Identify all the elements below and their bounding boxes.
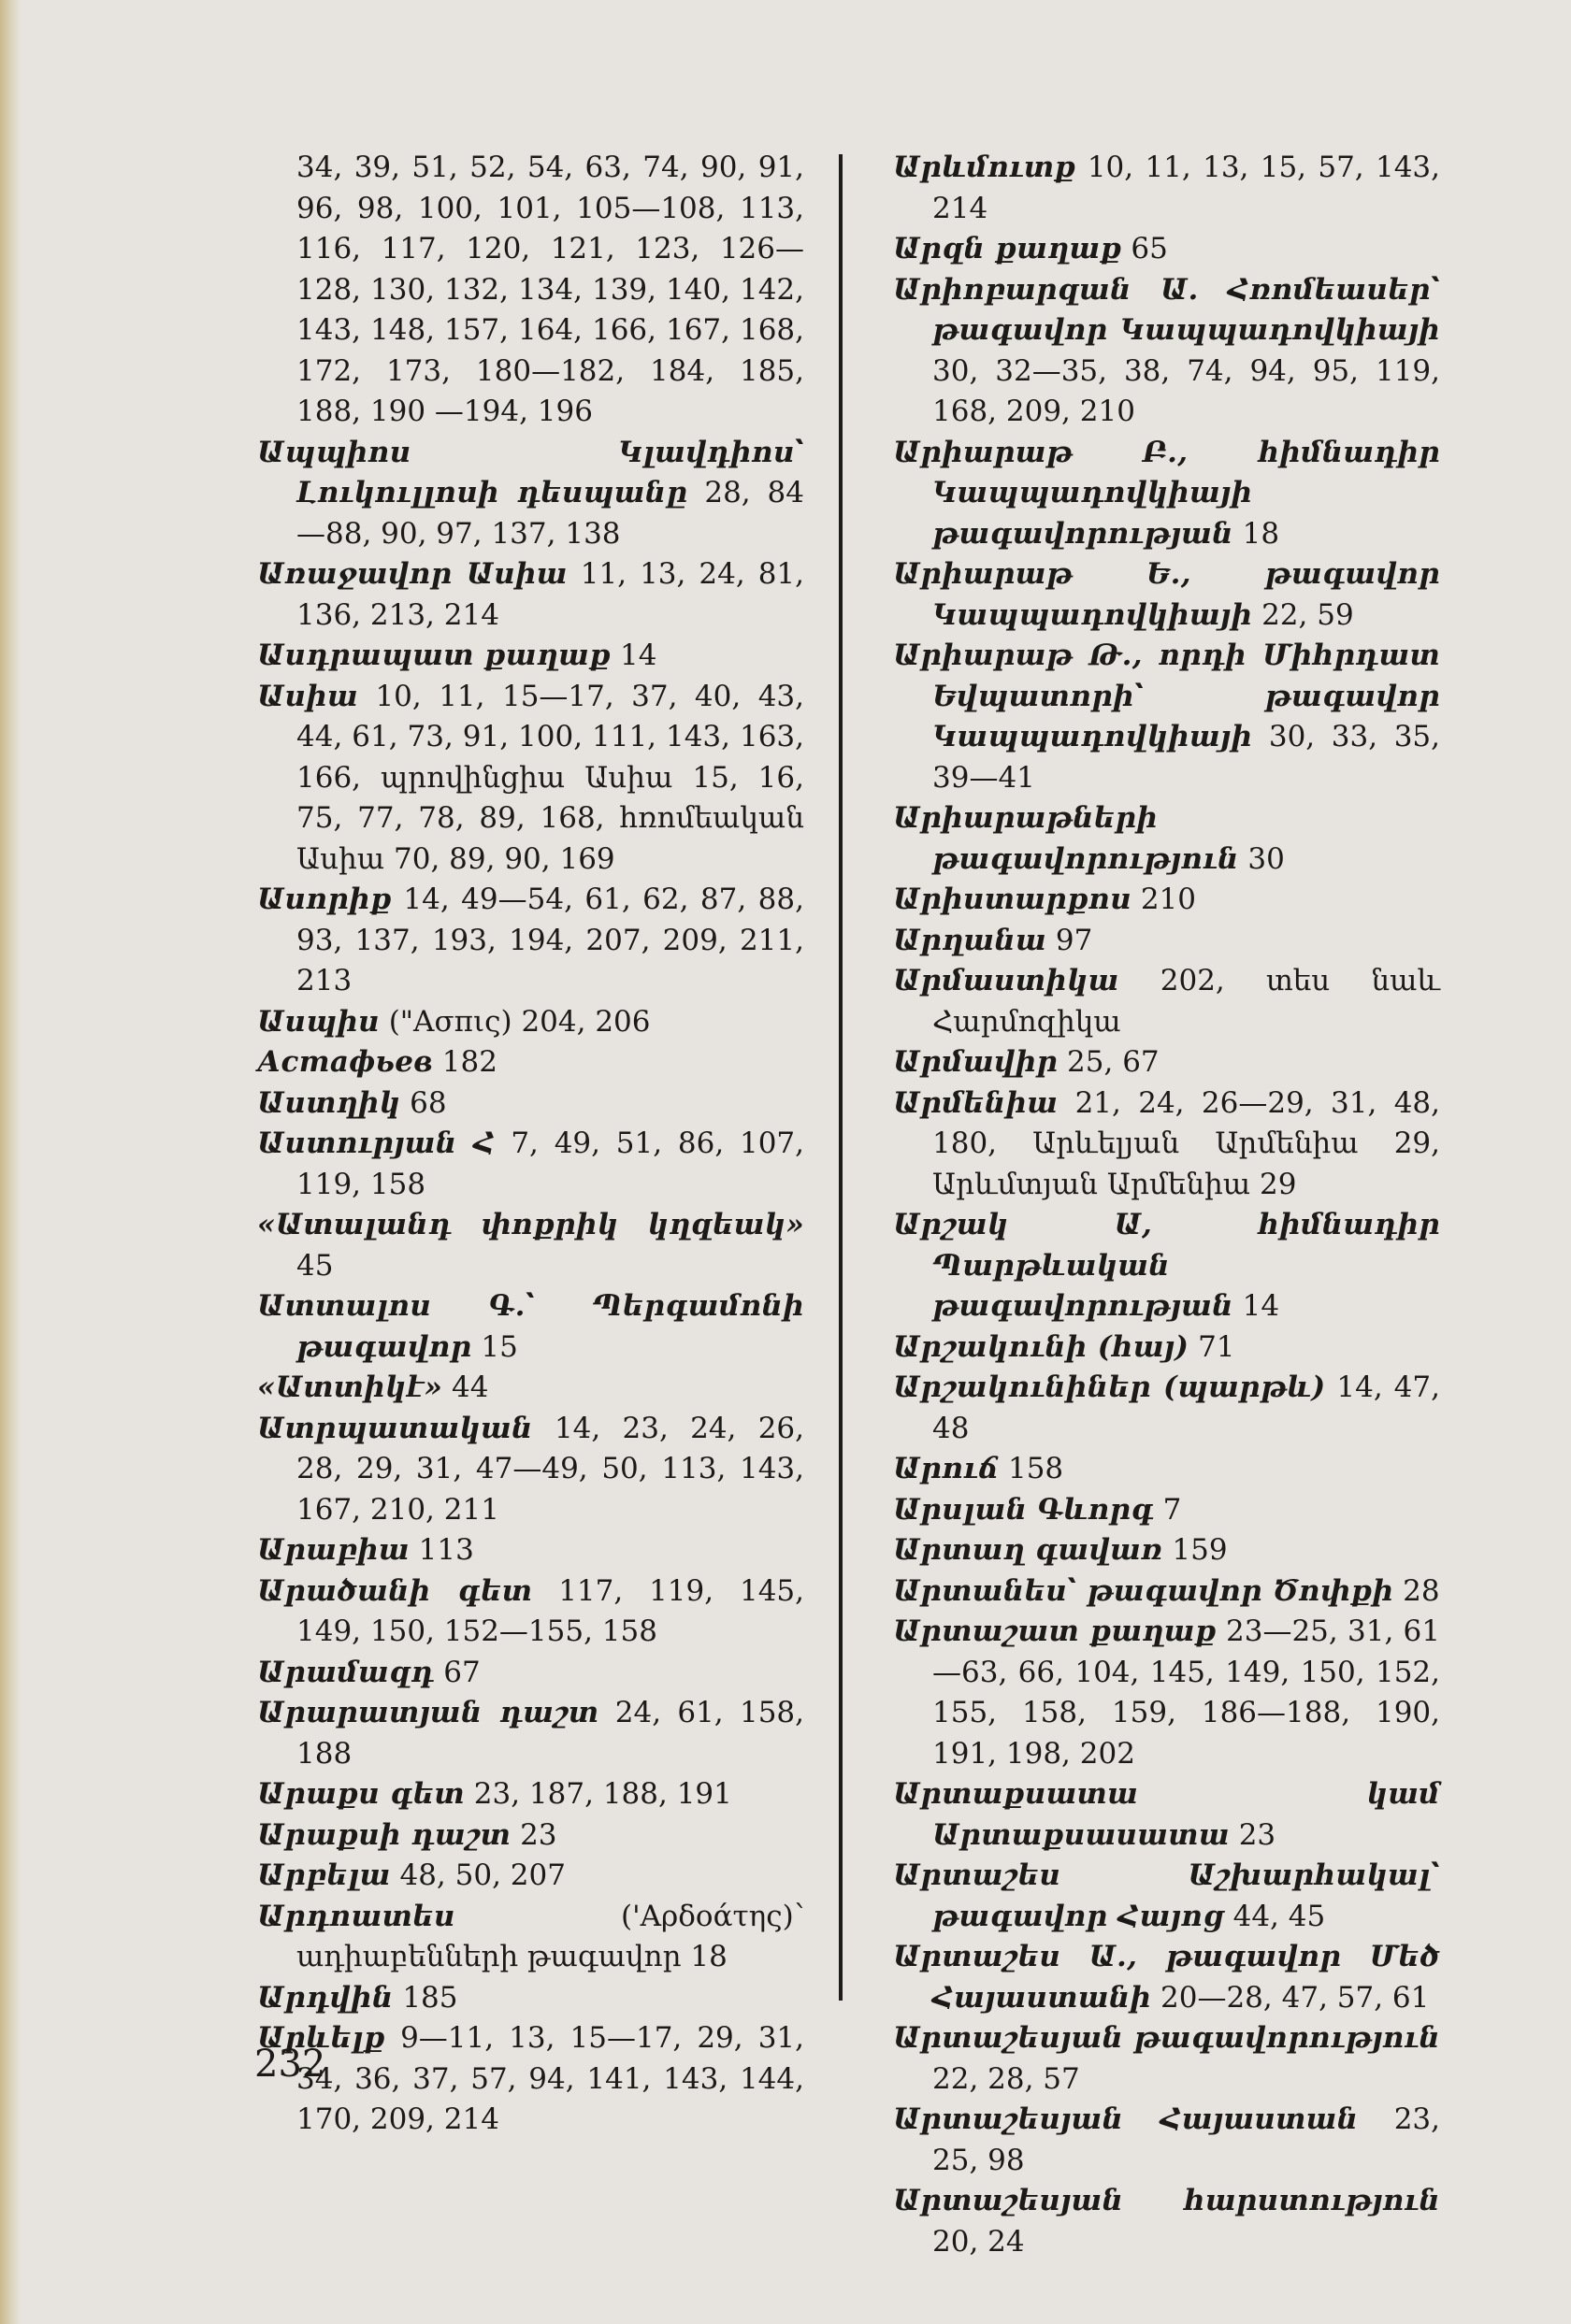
- index-entry-pages: 24, 61, 158, 188: [296, 1696, 804, 1771]
- index-entry-term: Արտաշես Աշխարհակալ՝ թագավոր Հայոց: [893, 1858, 1440, 1933]
- index-entry: [257, 1774, 804, 1815]
- index-entry-term: Աստուրյան Հ: [257, 1126, 496, 1160]
- index-entry-term: Ասորիք: [257, 882, 392, 916]
- index-entry: [893, 961, 1440, 1042]
- index-entry: [257, 1815, 804, 1857]
- index-entry-term: Արզն քաղաք: [893, 232, 1122, 265]
- index-entry-term: Արտաշես Ա., թագավոր Մեծ Հայաստանի: [893, 1940, 1440, 2015]
- index-entry-term: Արտաշեսյան Հայաստան: [893, 2102, 1359, 2136]
- column-divider: [839, 154, 843, 2001]
- index-entry: [257, 1653, 804, 1694]
- index-entry: [893, 1042, 1440, 1083]
- index-entry-term: Արևմուտք: [893, 151, 1076, 184]
- index-entry-pages: 23, 25, 98: [932, 2102, 1440, 2177]
- index-entry-term: Ատտալոս Գ.՝ Պերգամոնի թագավոր: [257, 1289, 804, 1364]
- index-entry: [257, 1002, 804, 1043]
- index-entry-pages: 14: [1242, 1289, 1280, 1323]
- index-entry-term: Արղանա: [893, 923, 1047, 957]
- index-entry: [893, 2018, 1440, 2100]
- index-entry-term: Արսլան Գևորգ: [893, 1492, 1154, 1527]
- index-entry: [257, 1897, 804, 1978]
- index-entry: [893, 798, 1440, 880]
- index-entry-pages: 68: [410, 1085, 447, 1120]
- index-entry-pages: 44, 45: [1232, 1899, 1326, 1933]
- index-entry-term: Արևելք: [257, 2021, 385, 2055]
- index-entry-term: Արմավիր: [893, 1045, 1059, 1079]
- index-entry-term: Արտաշեսյան հարստություն: [893, 2184, 1440, 2217]
- index-entry-term: Արդոատես: [257, 1899, 455, 1933]
- index-entry-pages: 45: [296, 1248, 334, 1283]
- index-entry-term: Արամազդ: [257, 1655, 435, 1689]
- index-entry-term: Արարատյան դաշտ: [257, 1696, 599, 1729]
- index-entry: [257, 1124, 804, 1205]
- page-edge: [0, 0, 21, 2324]
- index-entry-pages: 202, տես նաև Հարմոզիկա: [932, 964, 1440, 1039]
- index-entry-pages: 67: [443, 1655, 481, 1689]
- index-entry: [893, 270, 1440, 433]
- index-entry: [257, 677, 804, 881]
- index-entry: [893, 229, 1440, 270]
- index-entry: [893, 1937, 1440, 2018]
- index-entry: [257, 1409, 804, 1531]
- index-entry-pages: 28, 84—88, 90, 97, 137, 138: [296, 476, 804, 551]
- index-entry: [893, 1205, 1440, 1327]
- index-entry: [893, 921, 1440, 962]
- index-entry: [893, 1774, 1440, 1856]
- index-entry: [893, 1368, 1440, 1449]
- index-entry: [893, 1490, 1440, 1531]
- index-entry-term: Արիարաթ Ե., թագավոր Կապպադովկիայի: [893, 557, 1440, 632]
- index-entry-pages: 113: [418, 1533, 474, 1567]
- index-entry-term: Արշակունիներ (պարթև): [893, 1370, 1326, 1404]
- index-entry: [893, 1571, 1440, 1613]
- index-entry-pages: 7: [1162, 1492, 1182, 1527]
- index-entry: [257, 433, 804, 555]
- index-entry-pages: 14, 23, 24, 26, 28, 29, 31, 47—49, 50, 113, 143, 167, 210, 211: [296, 1411, 805, 1527]
- index-entry-pages: 182: [441, 1045, 497, 1079]
- index-entry-term: Արածանի գետ: [257, 1573, 533, 1608]
- index-entry-pages: 14, 49—54, 61, 62, 87, 88, 93, 137, 193, 194, 207, 209, 211, 213: [296, 882, 804, 997]
- index-entry: [257, 1978, 804, 2019]
- index-entry: [893, 1856, 1440, 1937]
- index-entry: [257, 636, 804, 677]
- index-entry-term: Արշակ Ա, հիմնադիր Պարթևական թագավորության: [893, 1208, 1440, 1323]
- index-entry-pages: 23, 187, 188, 191: [473, 1777, 732, 1811]
- index-column-left: [257, 148, 804, 2141]
- index-entry-term: Արիստարքոս: [893, 882, 1131, 916]
- index-entry-pages: 10, 11, 13, 15, 57, 143, 214: [932, 151, 1441, 225]
- index-entry-term: Ասիա: [257, 679, 358, 713]
- index-entry-pages: ("Ασπις) 204, 206: [388, 1004, 651, 1039]
- index-entry-pages: 14: [620, 638, 657, 672]
- index-entry: [893, 554, 1440, 636]
- index-entry-pages: 71: [1198, 1329, 1235, 1364]
- index-entry-pages: 210: [1140, 882, 1196, 916]
- index-entry-term: Արտաշեսյան թագավորություն: [893, 2021, 1440, 2055]
- index-entry-pages: 7, 49, 51, 86, 107, 119, 158: [296, 1126, 805, 1201]
- index-entry-pages: 23: [1238, 1817, 1276, 1852]
- index-entry-term: Արաբիա: [257, 1533, 410, 1567]
- index-entry-pages: 23—25, 31, 61—63, 66, 104, 145, 149, 150, 152, 155, 158, 159, 186—188, 190, 191, 198, 202: [932, 1614, 1440, 1771]
- index-entry-pages: 9—11, 13, 15—17, 29, 31, 34, 36, 37, 57, 94, 141, 143, 144, 170, 209, 214: [296, 2021, 804, 2136]
- index-entry-term: Ասպիս: [257, 1004, 380, 1039]
- index-entry-term: Արտաշատ քաղաք: [893, 1614, 1217, 1648]
- index-entry-term: Астафьев: [257, 1045, 433, 1079]
- index-entry-term: Աստղիկ: [257, 1085, 401, 1120]
- index-entry: [893, 880, 1440, 921]
- index-entry-pages: ('Αρδοάτης)՝ ադիաբենների թագավոր 18: [296, 1899, 804, 1973]
- index-entry-pages: 117, 119, 145, 149, 150, 152—155, 158: [296, 1573, 804, 1648]
- index-entry-pages: 185: [402, 1980, 458, 2015]
- index-entry: [257, 1571, 804, 1653]
- index-entry-pages: 30, 32—35, 38, 74, 94, 95, 119, 168, 209, 210: [932, 353, 1440, 428]
- index-entry-pages: 30, 33, 35, 39—41: [932, 720, 1441, 795]
- index-entry-pages: 18: [1242, 516, 1280, 551]
- index-entry: [893, 2181, 1440, 2262]
- index-entry-pages: 23: [520, 1817, 557, 1852]
- index-entry-term: Արիարաթ Թ., որդի Միհրդատ Եվպատորի՝ թագավոր Կապպադովկիայի: [893, 638, 1440, 753]
- index-entry-pages: 65: [1131, 232, 1168, 265]
- index-entry-pages: 159: [1172, 1533, 1228, 1567]
- index-entry-pages: 22, 59: [1261, 597, 1354, 632]
- index-entry-pages: 20—28, 47, 57, 61: [1160, 1980, 1430, 2015]
- index-entry: [257, 2018, 804, 2141]
- index-entry: [893, 1449, 1440, 1490]
- index-entry-term: Արիարաթների թագավորություն: [893, 801, 1239, 876]
- index-entry: [257, 148, 804, 433]
- index-entry-term: Ասդրապատ քաղաք: [257, 638, 612, 672]
- index-entry: [257, 1083, 804, 1125]
- index-entry-pages: 34, 39, 51, 52, 54, 63, 74, 90, 91, 96, 98, 100, 101, 105—108, 113, 116, 117, 120, 121, 123, 126—128, 130, 132, 134, 139, 140, 142, 143, 148, 157, 164, 166, 167, 168, 172, 173, 180—182, 184, 185, 188, 190 —194, 196: [296, 151, 804, 428]
- index-entry: [257, 1286, 804, 1368]
- index-entry-term: Առաջավոր Ասիա: [257, 557, 568, 591]
- index-entry-pages: 97: [1055, 923, 1093, 957]
- index-entry-term: Արիոբարզան Ա. Հռոմեասեր՝ թագավոր Կապպադովկիայի: [893, 272, 1440, 347]
- index-entry: [257, 880, 804, 1002]
- page-number: 232: [254, 2043, 326, 2086]
- index-entry: [257, 1368, 804, 1409]
- index-entry: [893, 1083, 1440, 1206]
- index-entry-pages: 11, 13, 24, 81, 136, 213, 214: [296, 557, 805, 632]
- index-entry-term: Արիարաթ Բ., հիմնադիր Կապպադովկիայի թագավորության: [893, 435, 1440, 551]
- index-entry-pages: 20, 24: [932, 2224, 1025, 2259]
- index-entry: [257, 1856, 804, 1897]
- index-entry: [893, 1530, 1440, 1571]
- index-entry-term: Արդվին: [257, 1980, 394, 2015]
- index-entry-pages: 28: [1403, 1573, 1440, 1608]
- index-entry: [893, 2100, 1440, 2181]
- index-entry: [257, 554, 804, 636]
- index-entry: [893, 148, 1440, 229]
- index-entry-pages: 15: [481, 1329, 518, 1364]
- index-column-right: [893, 148, 1440, 2262]
- index-entry-term: «Ատտիկէ»: [257, 1370, 443, 1404]
- index-entry-pages: 30: [1247, 841, 1285, 876]
- index-entry-pages: 10, 11, 15—17, 37, 40, 43, 44, 61, 73, 91, 100, 111, 143, 163, 166, պրովինցիա Ասիա 15, 16, 75, 77, 78, 89, 168, հռոմեական Ասիա 70, 89, 90, 169: [296, 679, 804, 876]
- index-entry-term: Արուճ: [893, 1452, 1000, 1485]
- index-entry-pages: 158: [1007, 1452, 1064, 1485]
- index-entry-term: Ատրպատական: [257, 1411, 533, 1445]
- index-entry: [893, 1327, 1440, 1369]
- index-entry-term: Արմաստիկա: [893, 964, 1119, 997]
- index-entry: [257, 1205, 804, 1286]
- index-entry: [257, 1530, 804, 1571]
- index-entry-pages: 44: [452, 1370, 489, 1404]
- index-entry: [257, 1693, 804, 1774]
- index-entry-term: Արաքսի դաշտ: [257, 1817, 512, 1852]
- index-entry-pages: 48, 50, 207: [399, 1858, 566, 1892]
- index-entry-pages: 21, 24, 26—29, 31, 48, 180, Արևելյան Արմենիա 29, Արևմտյան Արմենիա 29: [932, 1085, 1440, 1201]
- index-entry-term: Արմենիա: [893, 1085, 1059, 1120]
- index-entry-pages: 14, 47, 48: [932, 1370, 1440, 1445]
- index-entry-term: Արշակունի (հայ): [893, 1329, 1189, 1364]
- index-entry-term: Արտանես՝ թագավոր Ծոփքի: [893, 1573, 1394, 1608]
- index-entry: [893, 1612, 1440, 1774]
- index-entry: [893, 433, 1440, 555]
- index-entry-pages: 22, 28, 57: [932, 2061, 1080, 2096]
- index-entry: [893, 636, 1440, 798]
- index-entry-term: «Ատալանդ փոքրիկ կղզեակ»: [257, 1208, 804, 1241]
- index-entry-term: Արաքս գետ: [257, 1777, 465, 1811]
- index-entry-pages: 25, 67: [1067, 1045, 1160, 1079]
- index-entry-term: Արբելա: [257, 1858, 391, 1892]
- index-entry-term: Արտաքսատա կամ Արտաքսասատա: [893, 1777, 1440, 1852]
- index-entry: [257, 1042, 804, 1083]
- index-entry-term: Արտաղ գավառ: [893, 1533, 1163, 1567]
- index-entry-term: Ապպիոս Կլավդիոս՝ Լուկուլլոսի դեսպանը: [257, 435, 804, 509]
